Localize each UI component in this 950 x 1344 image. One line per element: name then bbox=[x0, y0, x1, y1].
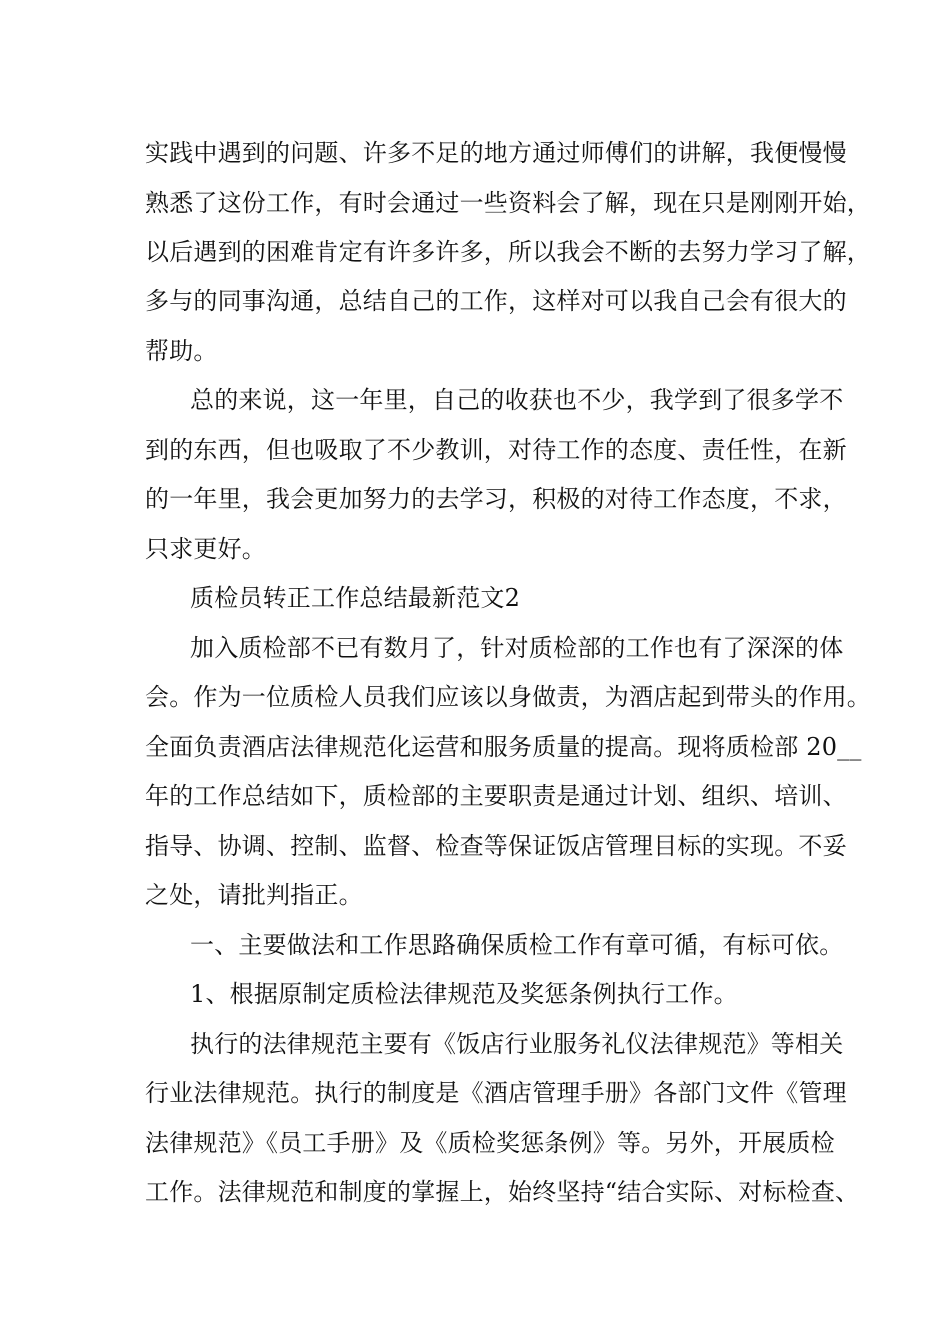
section-heading: 质检员转正工作总结最新范文2 bbox=[190, 584, 521, 612]
paragraph-start-line: 总的来说，这一年里，自己的收获也不少，我学到了很多学不 bbox=[190, 386, 844, 414]
text-line: 熟悉了这份工作，有时会通过一些资料会了解，现在只是刚刚开始， bbox=[145, 189, 871, 217]
text-line: 之处，请批判指正。 bbox=[145, 881, 363, 909]
text-line: 年的工作总结如下，质检部的主要职责是通过计划、组织、培训、 bbox=[145, 782, 847, 810]
text-line: 会。作为一位质检人员我们应该以身做责，为酒店起到带头的作用。 bbox=[145, 683, 871, 711]
text-line: 全面负责酒店法律规范化运营和服务质量的提高。现将质检部 20__ bbox=[145, 733, 862, 761]
text-line: 法律规范》《员工手册》及《质检奖惩条例》等。另外，开展质检 bbox=[145, 1129, 835, 1157]
text-line: 多与的同事沟通，总结自己的工作，这样对可以我自己会有很大的 bbox=[145, 287, 847, 315]
text-line: 帮助。 bbox=[145, 337, 218, 365]
text-line: 行业法律规范。执行的制度是《酒店管理手册》各部门文件《管理 bbox=[145, 1079, 847, 1107]
text-line: 只求更好。 bbox=[145, 535, 266, 563]
paragraph-start-line: 执行的法律规范主要有《饭店行业服务礼仪法律规范》等相关 bbox=[190, 1030, 844, 1058]
text-line: 实践中遇到的问题、许多不足的地方通过师傅们的讲解，我便慢慢 bbox=[145, 139, 847, 167]
text-line: 到的东西，但也吸取了不少教训，对待工作的态度、责任性，在新 bbox=[145, 436, 847, 464]
text-line: 工作。法律规范和制度的掌握上，始终坚持“结合实际、对标检查、 bbox=[145, 1178, 860, 1206]
text-line: 的一年里，我会更加努力的去学习，积极的对待工作态度，不求， bbox=[145, 485, 847, 513]
text-line: 以后遇到的困难肯定有许多许多，所以我会不断的去努力学习了解， bbox=[145, 238, 871, 266]
text-line: 指导、协调、控制、监督、检查等保证饭店管理目标的实现。不妥 bbox=[145, 832, 847, 860]
list-item-heading: 1、根据原制定质检法律规范及奖惩条例执行工作。 bbox=[190, 980, 738, 1008]
subsection-heading: 一、主要做法和工作思路确保质检工作有章可循，有标可依。 bbox=[190, 931, 844, 959]
paragraph-start-line: 加入质检部不已有数月了，针对质检部的工作也有了深深的体 bbox=[190, 634, 844, 662]
